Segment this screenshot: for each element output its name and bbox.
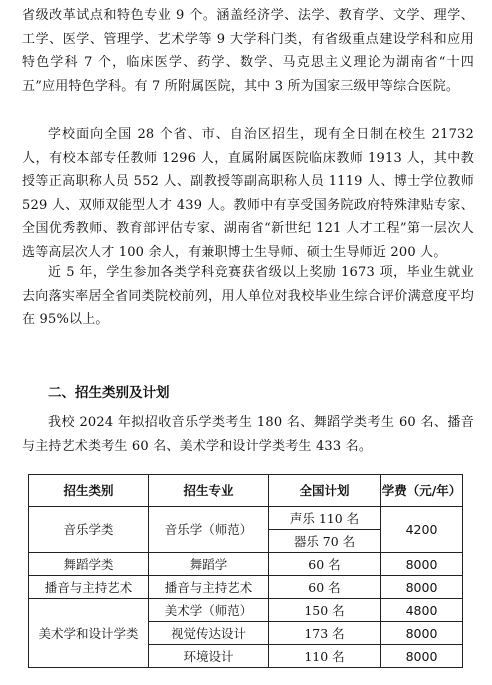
admission-plan-paragraph: 我校 2024 年拟招收音乐学类考生 180 名、舞蹈学类考生 60 名、播音与主持艺术类考生 60 名、美术学和设计学类考生 433 名。 [22, 415, 474, 454]
category-cell: 舞蹈学类 [29, 553, 149, 576]
header-major: 招生专业 [149, 475, 269, 507]
enrollment-faculty-paragraph: 学校面向全国 28 个省、市、自治区招生，现有全日制在校生 21732 人，有校本部专任教师 1296 人，直属附属医院临床教师 1913 人，其中教授等正高职称人员 552 人、副教授等副高职称人员 1119 人、博士学位教师 529 人、双师双能型人才 439 人。教师中有享受国务院政府特殊津贴专家、全国优秀教师、教育部评估专家、湖南省“新世纪 121 人才工程”第一层次人选等高层次人才 100 余人，有兼职博士生导师、硕士生导师近 200 人。 [22, 127, 474, 260]
plan-cell: 110 名 [269, 645, 381, 668]
fee-cell: 8000 [381, 576, 463, 599]
major-cell: 舞蹈学 [149, 553, 269, 576]
admission-plan-table [28, 474, 463, 668]
header-plan: 全国计划 [269, 475, 381, 507]
table-row [29, 576, 463, 599]
major-cell: 播音与主持艺术 [149, 576, 269, 599]
intro-paragraph: 省级改革试点和特色专业 9 个。涵盖经济学、法学、教育学、文学、理学、工学、医学、管理学、艺术学等 9 大学科门类，有省级重点建设学科和应用特色学科 7 个，临床医学、药学、数学、马克思主义理论为湖南省“十四五”应用特色学科。有 7 所附属医院，其中 3 所为国家三级甲等综合医院。 [22, 8, 474, 94]
fee-cell: 4800 [381, 599, 463, 622]
header-fee: 学费（元/年） [381, 475, 463, 507]
table-row [29, 599, 463, 622]
major-cell: 环境设计 [149, 645, 269, 668]
section-heading: 二、招生类别及计划 [48, 385, 170, 401]
plan-cell: 60 名 [269, 553, 381, 576]
fee-cell: 4200 [381, 507, 463, 553]
table-header-row [29, 475, 463, 507]
category-cell: 美术学和设计学类 [29, 599, 149, 668]
fee-cell: 8000 [381, 622, 463, 645]
achievements-paragraph: 近 5 年，学生参加各类学科竞赛获省级以上奖励 1673 项，毕业生就业去向落实率居全省同类院校前列，用人单位对我校毕业生综合评价满意度平均在 95%以上。 [22, 265, 474, 327]
fee-cell: 8000 [381, 645, 463, 668]
plan-cell: 150 名 [269, 599, 381, 622]
plan-cell: 声乐 110 名 [269, 507, 381, 530]
header-category: 招生类别 [29, 475, 149, 507]
plan-cell: 60 名 [269, 576, 381, 599]
fee-cell: 8000 [381, 553, 463, 576]
category-cell: 音乐学类 [29, 507, 149, 553]
table-row [29, 553, 463, 576]
plan-cell: 器乐 70 名 [269, 530, 381, 553]
plan-cell: 173 名 [269, 622, 381, 645]
major-cell: 音乐学（师范） [149, 507, 269, 553]
major-cell: 视觉传达设计 [149, 622, 269, 645]
table-row [29, 507, 463, 530]
category-cell: 播音与主持艺术 [29, 576, 149, 599]
major-cell: 美术学（师范） [149, 599, 269, 622]
